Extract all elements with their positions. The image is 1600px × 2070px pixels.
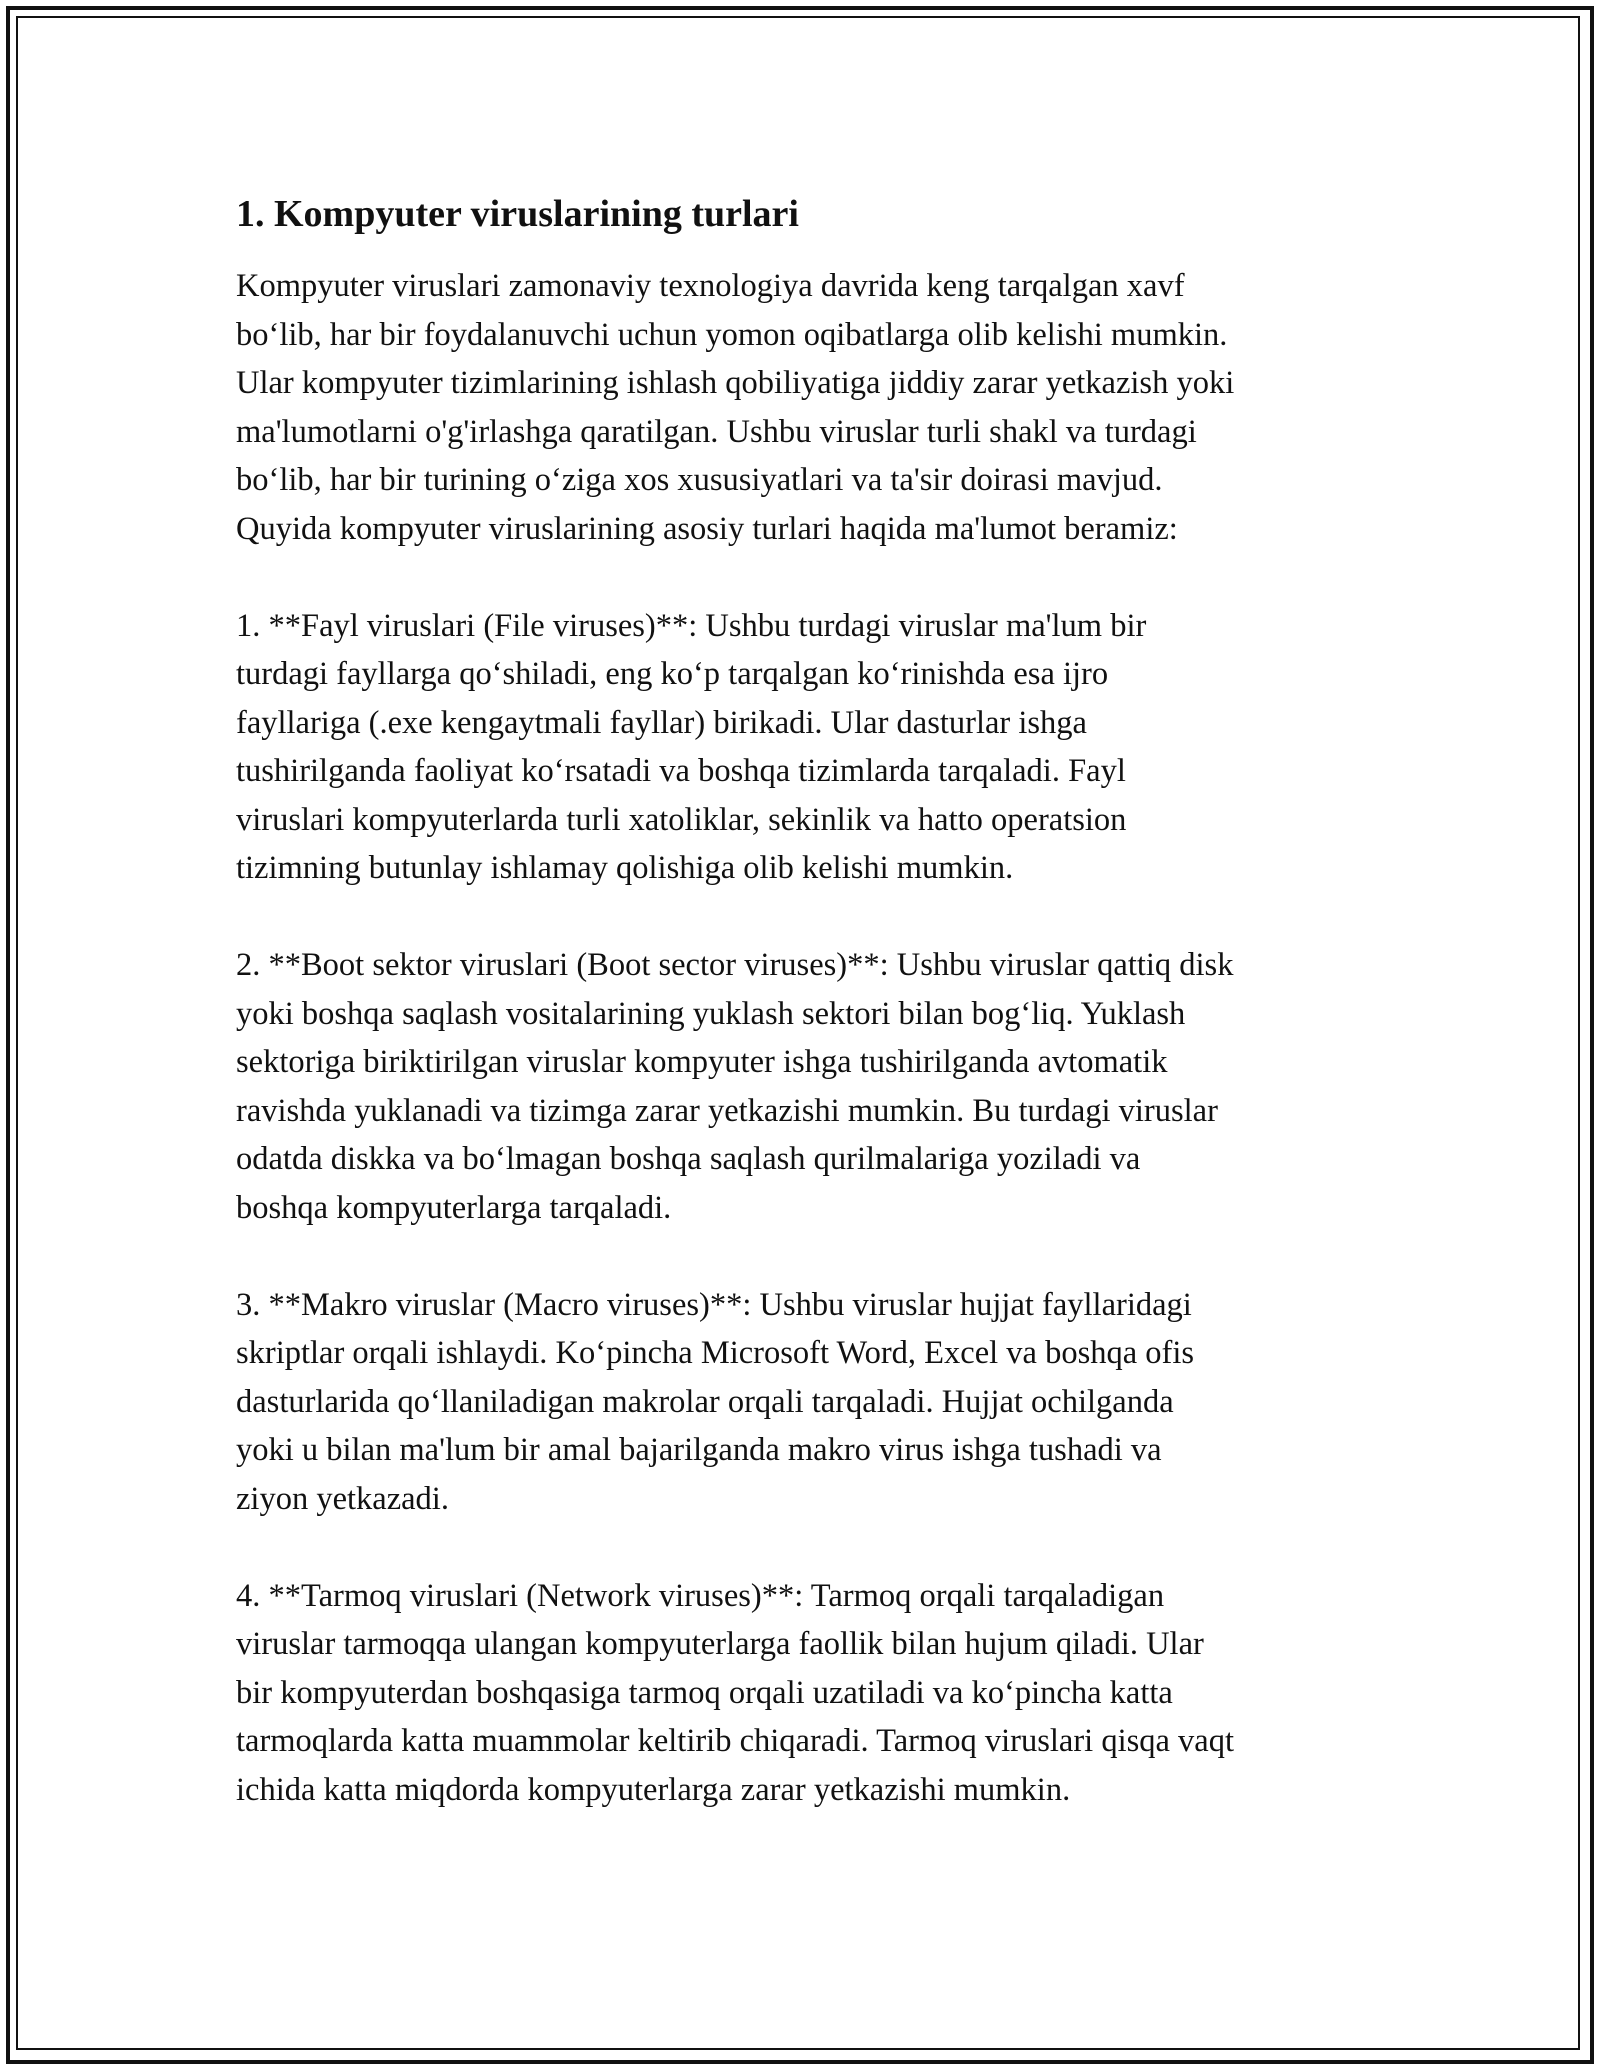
network-viruses-paragraph: 4. **Tarmoq viruslari (Network viruses)**: Tarmoq orqali tarqaladigan viruslar tarmoqqa ulangan kompyuterlarga faollik bilan hujum qiladi. Ular bir kompyuterdan boshqasiga tarmoq orqali uzatiladi va ko‘pincha katta tarmoqlarda katta muammolar keltirib chiqaradi. Tarmoq viruslari qisqa vaqt ichida katta miqdorda kompyuterlarga zarar yetkazishi mumkin. <box>236 1577 1234 1808</box>
boot-sector-viruses-paragraph: 2. **Boot sektor viruslari (Boot sector viruses)**: Ushbu viruslar qattiq disk yoki boshqa saqlash vositalarining yuklash sektori bilan bog‘liq. Yuklash sektoriga biriktirilgan viruslar kompyuter ishga tushirilganda avtomatik ravishda yuklanadi va tizimga zarar yetkazishi mumkin. Bu turdagi viruslar odatda diskka va bo‘lmagan boshqa saqlash qurilmalariga yoziladi va boshqa kompyuterlarga tarqaladi. <box>236 947 1234 1226</box>
macro-viruses-paragraph: 3. **Makro viruslar (Macro viruses)**: Ushbu viruslar hujjat fayllaridagi skriptlar orqali ishlaydi. Ko‘pincha Microsoft Word, Excel va boshqa ofis dasturlarida qo‘llaniladigan makrolar orqali tarqaladi. Hujjat ochilganda yoki u bilan ma'lum bir amal bajarilganda makro virus ishga tushadi va ziyon yetkazadi. <box>236 1286 1195 1517</box>
document-body <box>236 186 1376 1863</box>
intro-paragraph: Kompyuter viruslari zamonaviy texnologiya davrida keng tarqalgan xavf bo‘lib, har bir foydalanuvchi uchun yomon oqibatlarga olib kelishi mumkin. Ular kompyuter tizimlarining ishlash qobiliyatiga jiddiy zarar yetkazish yoki ma'lumotlarni o'g'irlashga qaratilgan. Ushbu viruslar turli shakl va turdagi bo‘lib, har bir turining o‘ziga xos xususiyatlari va ta'sir doirasi mavjud. Quyida kompyuter viruslarining asosiy turlari haqida ma'lumot beramiz: <box>236 268 1235 547</box>
section-heading: 1. Kompyuter viruslarining turlari <box>236 193 799 235</box>
file-viruses-paragraph: 1. **Fayl viruslari (File viruses)**: Ushbu turdagi viruslar ma'lum bir turdagi fayllarga qo‘shiladi, eng ko‘p tarqalgan ko‘rinishda esa ijro fayllariga (.exe kengaytmali fayllar) birikadi. Ular dasturlar ishga tushirilganda faoliyat ko‘rsatadi va boshqa tizimlarda tarqaladi. Fayl viruslari kompyuterlarda turli xatoliklar, sekinlik va hatto operatsion tizimning butunlay ishlamay qolishiga olib kelishi mumkin. <box>236 607 1147 886</box>
